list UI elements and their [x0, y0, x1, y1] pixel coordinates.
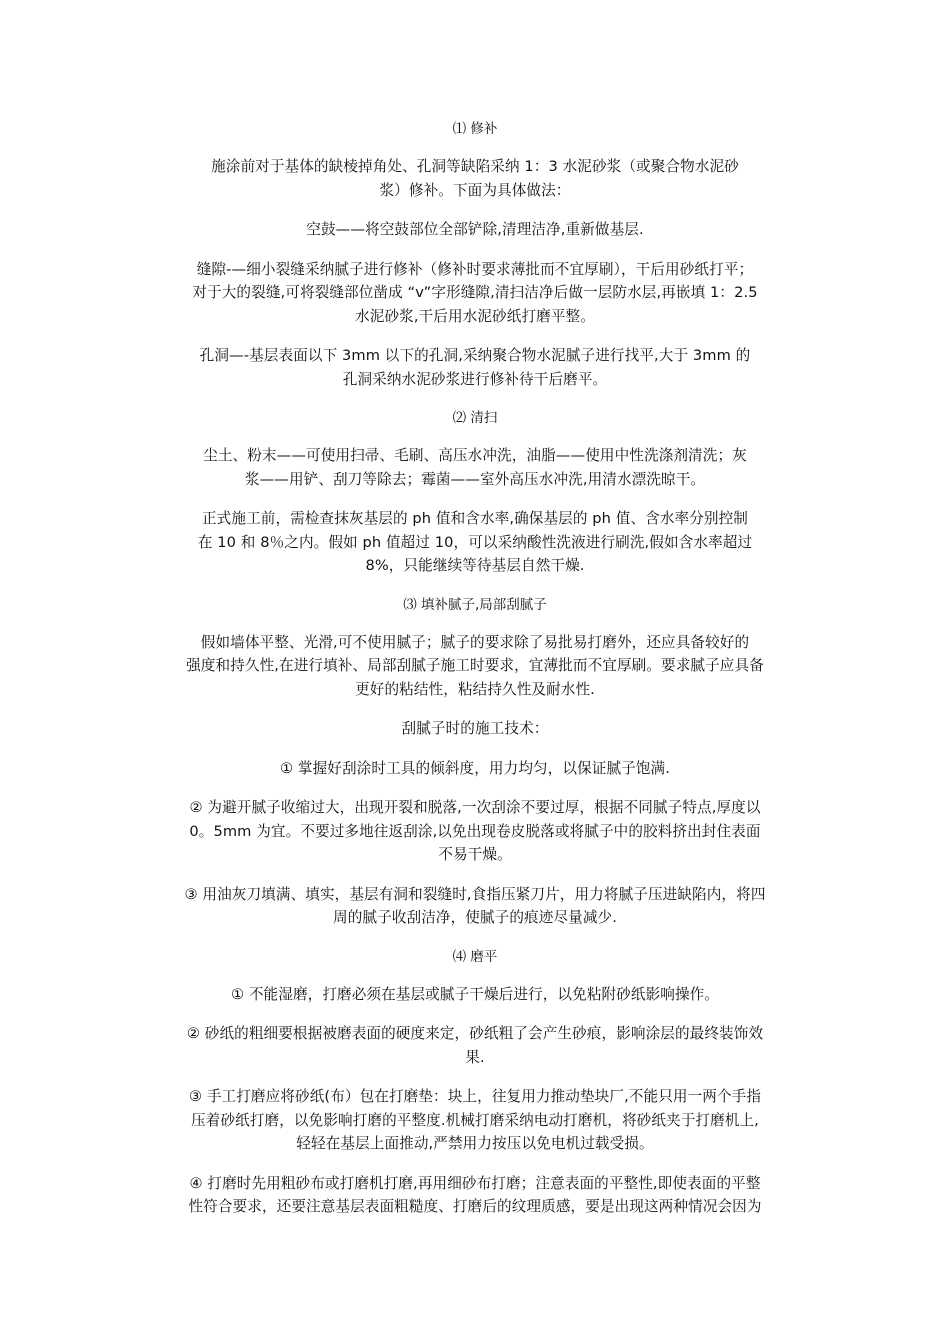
text-line: 周的腻子收刮洁净，使腻子的痕迹尽量减少.	[333, 909, 617, 926]
text-line: 不易干燥。	[438, 846, 512, 863]
paragraph-hollow	[145, 218, 805, 242]
paragraph-repair-intro	[145, 155, 805, 202]
paragraph-putty-tip-2	[145, 796, 805, 867]
paragraph-ph-moisture	[145, 507, 805, 578]
paragraph-cleaning-methods	[145, 444, 805, 491]
paragraph-holes	[145, 344, 805, 391]
document-page	[145, 118, 805, 1235]
text-line: 假如墙体平整、光滑,可不使用腻子；腻子的要求除了易批易打磨外，还应具备较好的	[200, 633, 750, 651]
text-line: 空鼓——将空鼓部位全部铲除,清理洁净,重新做基层.	[306, 221, 644, 238]
text-line: 在 10 和 8％之内。假如 ph 值超过 10，可以采纳酸性洗液进行刷洗,假如含水率超过	[197, 533, 753, 551]
text-line: 轻轻在基层上面推动,严禁用力按压以免电机过载受损。	[296, 1135, 654, 1152]
section-heading-sanding: ⑷ 磨平	[452, 948, 498, 965]
paragraph-sanding-tip-3	[145, 1085, 805, 1156]
text-line: ① 掌握好刮涂时工具的倾斜度，用力均匀，以保证腻子饱满.	[279, 759, 670, 777]
text-line: 更好的粘结性，粘结持久性及耐水性.	[355, 680, 595, 698]
text-line: 施涂前对于基体的缺棱掉角处、孔洞等缺陷采纳 1：3 水泥砂浆（或聚合物水泥砂	[211, 158, 739, 175]
paragraph-sanding-tip-1	[145, 983, 805, 1007]
paragraph-putty-tip-1	[145, 757, 805, 781]
text-line: 浆——用铲、刮刀等除去；霉菌——室外高压水冲洗,用清水漂洗晾干。	[244, 470, 706, 488]
paragraph-putty-requirements	[145, 631, 805, 702]
paragraph-sanding-tip-2	[145, 1022, 805, 1069]
paragraph-cracks	[145, 258, 805, 329]
text-line: 性符合要求，还要注意基层表面粗糙度、打磨后的纹理质感，要是出现这两种情况会因为	[188, 1198, 762, 1215]
text-line: ① 不能湿磨，打磨必须在基层或腻子干燥后进行，以免粘附砂纸影响操作。	[230, 985, 720, 1003]
text-line: ② 砂纸的粗细要根据被磨表面的硬度来定，砂纸粗了会产生砂痕，影响涂层的最终装饰效	[186, 1025, 764, 1042]
paragraph-putty-techniques-title	[145, 717, 805, 741]
text-line: 刮腻子时的施工技术：	[401, 720, 549, 737]
text-line: 强度和持久性,在进行填补、局部刮腻子施工时要求，宜薄批而不宜厚刷。要求腻子应具备	[186, 657, 764, 674]
text-line: 果.	[465, 1048, 485, 1066]
section-heading-cleaning: ⑵ 清扫	[452, 410, 498, 426]
section-heading-repair: ⑴ 修补	[452, 121, 498, 137]
section-heading-putty: ⑶ 填补腻子,局部刮腻子	[403, 596, 547, 613]
text-line: ③ 用油灰刀填满、填实，基层有洞和裂缝时,食指压紧刀片，用力将腻子压进缺陷内，将四	[184, 885, 766, 903]
text-line: 正式施工前，需检查抹灰基层的 ph 值和含水率,确保基层的 ph 值、含水率分别控制	[201, 510, 749, 527]
text-line: 水泥砂浆,干后用水泥砂纸打磨平整。	[355, 307, 595, 325]
text-line: 浆）修补。下面为具体做法：	[379, 181, 571, 199]
text-line: 0。5mm 为宜。不要过多地往返刮涂,以免出现卷皮脱落或将腻子中的胶料挤出封住表面	[189, 822, 761, 840]
text-line: 对于大的裂缝,可将裂缝部位凿成 “v”字形缝隙,清扫洁净后做一层防水层,再嵌填 1：2.5	[192, 284, 758, 301]
paragraph-sanding-tip-4	[145, 1172, 805, 1219]
text-line: ② 为避开腻子收缩过大，出现开裂和脱落,一次刮涂不要过厚，根据不同腻子特点,厚度以	[189, 799, 761, 816]
text-line: 尘土、粉末——可使用扫帚、毛刷、高压水冲洗，油脂——使用中性洗涤剂清洗；灰	[203, 447, 747, 464]
paragraph-putty-tip-3	[145, 883, 805, 930]
text-line: 8%，只能继续等待基层自然干燥.	[365, 557, 585, 574]
text-line: 孔洞—-基层表面以下 3mm 以下的孔洞,采纳聚合物水泥腻子进行找平,大于 3mm 的	[199, 347, 751, 364]
text-line: 缝隙-—细小裂缝采纳腻子进行修补（修补时要求薄批而不宜厚刷），干后用砂纸打平；	[196, 260, 754, 278]
text-line: ④ 打磨时先用粗砂布或打磨机打磨,再用细砂布打磨；注意表面的平整性,即使表面的平整	[189, 1174, 761, 1192]
text-line: ③ 手工打磨应将砂纸(布）包在打磨垫：块上，往复用力推动垫块厂,不能只用一两个手指	[188, 1088, 762, 1105]
text-line: 压着砂纸打磨，以免影响打磨的平整度.机械打磨采纳电动打磨机，将砂纸夹于打磨机上,	[191, 1111, 759, 1129]
text-line: 孔洞采纳水泥砂浆进行修补待干后磨平。	[342, 370, 608, 388]
